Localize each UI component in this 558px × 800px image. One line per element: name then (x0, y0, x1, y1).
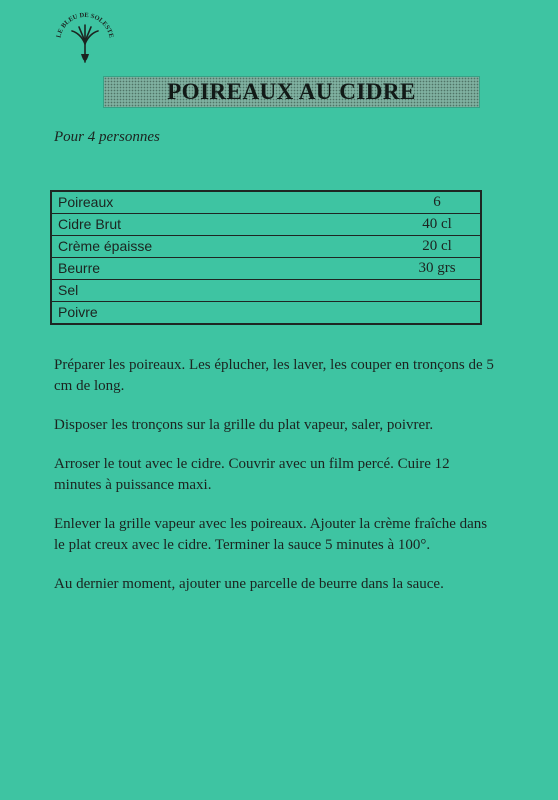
recipe-step: Arroser le tout avec le cidre. Couvrir avec un film percé. Cuire 12 minutes à puissance maxi. (54, 456, 450, 493)
ingredient-qty: 30 grs (394, 258, 481, 280)
recipe-step: Enlever la grille vapeur avec les poireaux. Ajouter la crème fraîche dans le plat creux avec le cidre. Terminer la sauce 5 minutes à 100°. (54, 516, 488, 553)
ingredient-qty: 20 cl (394, 236, 481, 258)
ingredient-qty: 6 (394, 191, 481, 214)
servings-text: Pour 4 personnes (54, 129, 160, 145)
ingredient-name: Beurre (51, 258, 394, 280)
ingredient-row (51, 302, 481, 325)
ingredient-qty: 40 cl (394, 214, 481, 236)
ingredients-table (50, 190, 482, 325)
recipe-step: Préparer les poireaux. Les éplucher, les laver, les couper en tronçons de 5 cm de long. (54, 357, 494, 394)
ingredient-row (51, 236, 481, 258)
ingredient-row (51, 258, 481, 280)
ingredient-name: Crème épaisse (51, 236, 394, 258)
logo-text: LE BLEU DE SOLESTE (55, 12, 115, 39)
recipe-steps (54, 355, 494, 613)
ingredient-row (51, 214, 481, 236)
ingredient-name: Poireaux (51, 191, 394, 214)
recipe-step: Au dernier moment, ajouter une parcelle de beurre dans la sauce. (54, 576, 444, 592)
ingredient-row (51, 280, 481, 302)
recipe-step: Disposer les tronçons sur la grille du plat vapeur, saler, poivrer. (54, 417, 434, 433)
page-title: POIREAUX AU CIDRE (167, 79, 416, 104)
ingredient-name: Poivre (51, 302, 394, 325)
ingredient-row (51, 191, 481, 214)
leek-logo-icon (52, 12, 118, 70)
ingredient-name: Cidre Brut (51, 214, 394, 236)
ingredient-qty (394, 280, 481, 302)
ingredient-name: Sel (51, 280, 394, 302)
ingredient-qty (394, 302, 481, 325)
